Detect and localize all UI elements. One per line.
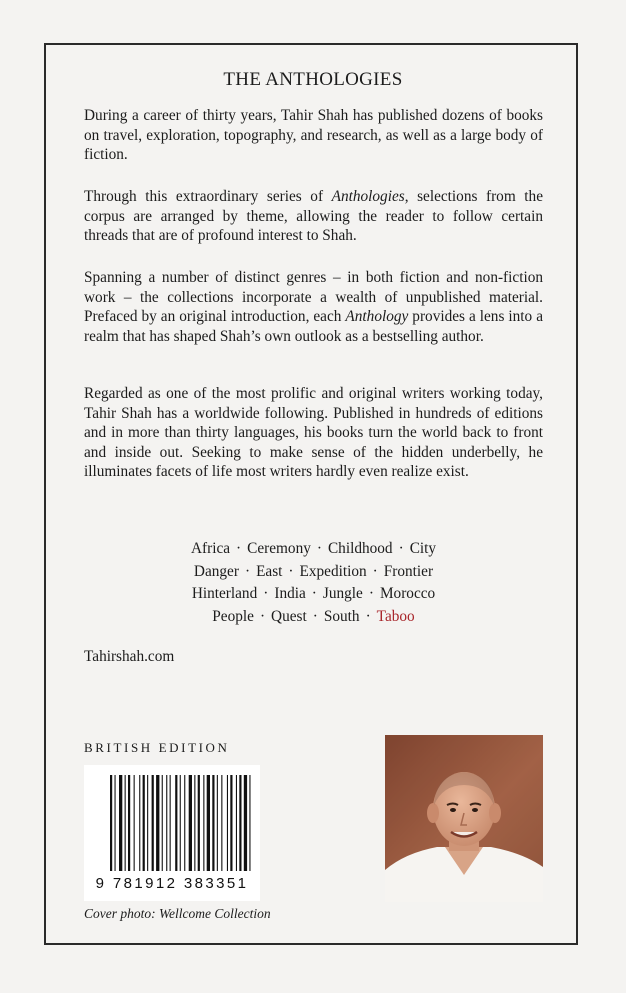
barcode-bar bbox=[217, 775, 218, 871]
barcode-bar bbox=[189, 775, 192, 871]
theme-separator: · bbox=[236, 540, 242, 557]
barcode-bar bbox=[198, 775, 200, 871]
theme-danger: Danger bbox=[193, 562, 239, 580]
barcode-bar bbox=[194, 775, 195, 871]
paragraph-author: Regarded as one of the most prolific and original writers working today, Tahir Shah has a worldwide following. Published in hundreds of editions and in more than thirty languages, his books turn the world back to front and inside out. Seeking to make sense of the hidden underbelly, he illuminates facets of life most writers hardly even realize exist. bbox=[84, 385, 543, 481]
barcode-bar bbox=[180, 775, 181, 871]
barcode-bar bbox=[139, 775, 140, 871]
series-title-emphasis: Anthologies bbox=[331, 188, 405, 205]
theme-separator: · bbox=[263, 585, 269, 602]
themes-line bbox=[84, 583, 543, 606]
theme-east: East bbox=[256, 562, 283, 580]
barcode-bar bbox=[212, 775, 214, 871]
page-title: THE ANTHOLOGIES bbox=[223, 69, 403, 90]
barcode-bar bbox=[162, 775, 163, 871]
themes-line bbox=[84, 561, 543, 584]
theme-taboo: Taboo bbox=[376, 607, 415, 625]
theme-city: City bbox=[409, 540, 437, 557]
barcode-bar bbox=[134, 775, 135, 871]
isbn-number: 9 781912 383351 bbox=[95, 875, 249, 892]
barcode-bar bbox=[119, 775, 122, 871]
theme-morocco: Morocco bbox=[379, 585, 436, 602]
paragraph-career: During a career of thirty years, Tahir Shah has published dozens of books on travel, exploration, topography, and research, as well as a large body of fiction. bbox=[84, 107, 543, 164]
barcode-bar bbox=[203, 775, 204, 871]
theme-jungle: Jungle bbox=[322, 585, 363, 602]
genres-text-start: Spanning a number of distinct genres – in both fiction and non-fiction work – the collections incorporate a wealth of unpublished material. Prefaced by an original introduction, each bbox=[84, 269, 543, 326]
barcode-bar bbox=[184, 775, 185, 871]
theme-africa: Africa bbox=[190, 540, 231, 557]
barcode-bar bbox=[147, 775, 148, 871]
barcode-bar bbox=[143, 775, 145, 871]
anthology-emphasis: Anthology bbox=[345, 308, 409, 326]
cover-credit: Cover photo: Wellcome Collection bbox=[84, 906, 271, 921]
theme-childhood: Childhood bbox=[327, 540, 393, 557]
website-link[interactable]: Tahirshah.com bbox=[84, 648, 175, 665]
theme-separator: · bbox=[259, 607, 266, 625]
theme-separator: · bbox=[368, 585, 374, 602]
series-text-start: Through this extraordinary series of bbox=[84, 188, 332, 205]
genres-text-end: provides a lens into a realm that has shaped Shah’s own outlook as a bestselling author. bbox=[84, 308, 543, 345]
theme-separator: · bbox=[312, 607, 318, 625]
paragraph-genres bbox=[84, 268, 543, 346]
theme-expedition: Expedition bbox=[299, 562, 367, 580]
barcode-bar bbox=[244, 775, 247, 871]
barcode-bar bbox=[227, 775, 228, 871]
theme-separator: · bbox=[244, 562, 251, 580]
barcode-bar bbox=[221, 775, 222, 871]
barcode-bar bbox=[156, 775, 159, 871]
barcode-bar bbox=[230, 775, 232, 871]
themes-line bbox=[84, 538, 543, 561]
theme-separator: · bbox=[398, 540, 404, 557]
theme-separator: · bbox=[316, 540, 322, 557]
edition-label: BRITISH EDITION bbox=[84, 740, 230, 755]
theme-separator: · bbox=[365, 607, 371, 625]
theme-frontier: Frontier bbox=[383, 562, 434, 580]
barcode-bar bbox=[207, 775, 210, 871]
barcode-bar bbox=[170, 775, 171, 871]
barcode-bar bbox=[166, 775, 167, 871]
barcode-bar bbox=[128, 775, 130, 871]
theme-hinterland: Hinterland bbox=[191, 585, 258, 602]
theme-separator: · bbox=[311, 585, 317, 602]
theme-quest: Quest bbox=[271, 607, 307, 625]
barcode-bar bbox=[175, 775, 177, 871]
theme-separator: · bbox=[372, 562, 378, 580]
theme-india: India bbox=[274, 585, 306, 602]
barcode-bar bbox=[115, 775, 116, 871]
theme-ceremony: Ceremony bbox=[247, 540, 311, 557]
barcode-bar bbox=[239, 775, 241, 871]
series-text-end: , selections from the corpus are arranged by theme, allowing the reader to follow certain threads that are of profound interest to Shah. bbox=[84, 188, 543, 245]
barcode-bar bbox=[236, 775, 237, 871]
barcode-bar bbox=[125, 775, 126, 871]
themes-list bbox=[84, 538, 543, 628]
theme-separator: · bbox=[288, 562, 294, 580]
barcode-bar bbox=[110, 775, 112, 871]
theme-south: South bbox=[323, 607, 360, 625]
author-photo bbox=[385, 735, 543, 902]
barcode-bar bbox=[249, 775, 250, 871]
themes-line bbox=[84, 606, 543, 629]
barcode bbox=[84, 765, 260, 901]
theme-people: People bbox=[212, 607, 254, 625]
paragraph-series bbox=[84, 187, 543, 246]
barcode-bar bbox=[152, 775, 154, 871]
